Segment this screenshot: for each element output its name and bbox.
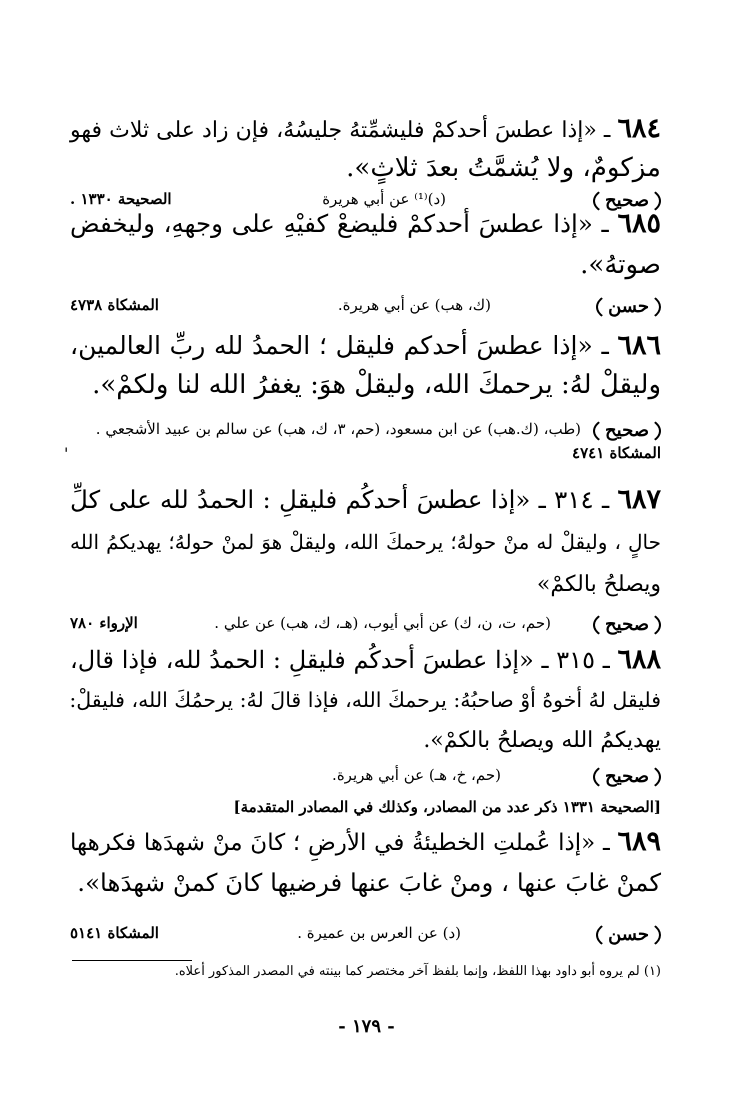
source-refs: (ك، هب) عن أبي هريرة.: [337, 296, 491, 314]
grade-badge: حسن: [596, 920, 661, 950]
footnote-rule: [72, 960, 192, 961]
hadith-686-line2: وليقلْ لهُ: يرحمكَ الله، وليقلْ هوَ: يغفرُ الله لنا ولكمْ».: [92, 370, 661, 400]
hadith-686-source: [70, 416, 661, 444]
hadith-684-text1: ـ «إذا عطسَ أحدكمْ فليشمِّتهُ جليسُهُ، فإن زاد على ثلاث فهو: [70, 118, 611, 143]
hadith-685-line2: صوتهُ».: [580, 250, 661, 280]
hadith-689-source: [70, 920, 661, 948]
hadith-686-text1: ـ «إذا عطسَ أحدكم فليقل ؛ الحمدُ لله ربِّ العالمين،: [70, 331, 609, 360]
grade-badge: صحيح: [593, 416, 661, 446]
hadith-685-line1: [70, 208, 661, 239]
hadith-689-text1: ـ «إذا عُملتِ الخطيئةُ في الأرضِ ؛ كانَ منْ شهدَها فكرهها: [70, 830, 610, 856]
hadith-687-source: [70, 610, 661, 638]
hadith-688-source: [70, 762, 661, 790]
hadith-689-number: ٦٨٩: [617, 826, 661, 857]
hadith-688-line1: [70, 644, 661, 675]
margin-mark: ': [64, 444, 69, 463]
hadith-688-text1: ـ ٣١٥ ـ «إذا عطسَ أحدكُم فليقلِ : الحمدُ لله، فإذا قال،: [70, 646, 610, 674]
source-refs: (د) عن العرس بن عميرة .: [297, 924, 461, 942]
footnote: (١) لم يروه أبو داود بهذا اللفظ، وإنما بلفظ آخر مختصر كما بينته في المصدر المذكور أعلاه.: [174, 964, 661, 979]
source-refs: (د)⁽¹⁾ عن أبي هريرة: [322, 190, 446, 208]
page-number: - ١٧٩ -: [338, 1016, 395, 1037]
source-note: المشكاة ٥١٤١: [70, 924, 159, 942]
source-refs: (طب، (ك.هب) عن ابن مسعود، (حم، ٣، ك، هب) عن سالم بن عبيد الأشجعي .: [95, 420, 581, 438]
hadith-689-line2: كمنْ غابَ عنها ، ومنْ غابَ عنها فرضيها كانَ كمنْ شهدَها».: [77, 868, 661, 897]
hadith-688-line3: يهديكمُ الله ويصلحُ بالكمْ».: [423, 728, 661, 753]
source-refs: (حم، خ، هـ) عن أبي هريرة.: [332, 766, 501, 784]
hadith-686-number: ٦٨٦: [617, 330, 661, 361]
hadith-689-line1: [70, 826, 661, 857]
source-note: الصحيحة ١٣٣٠ .: [70, 190, 172, 208]
hadith-685-text1: ـ «إذا عطسَ أحدكمْ فليضعْ كفيْهِ على وجههِ، وليخفض: [70, 209, 609, 238]
hadith-688-note: [الصحيحة ١٣٣١ ذكر عدد من المصادر، وكذلك في المصادر المتقدمة]: [233, 798, 661, 816]
hadith-684-line1: [70, 113, 661, 144]
source-refs: (حم، ت، ن، ك) عن أبي أيوب، (هـ، ك، هب) عن علي .: [214, 614, 551, 632]
hadith-687-line1: [70, 484, 661, 515]
grade-badge: صحيح: [593, 186, 661, 216]
hadith-687-line3: ويصلحُ بالكمْ»: [536, 572, 661, 597]
grade-badge: صحيح: [593, 610, 661, 640]
hadith-684-line2: مزكومٌ، ولا يُشمَّتُ بعدَ ثلاثٍ».: [346, 153, 661, 183]
hadith-687-number: ٦٨٧: [617, 484, 661, 515]
hadith-684-number: ٦٨٤: [617, 113, 662, 144]
hadith-685-number: ٦٨٥: [617, 208, 661, 239]
hadith-687-line2: حالٍ ، وليقلْ له منْ حولهُ؛ يرحمكَ الله، وليقلْ هوَ لمنْ حولهُ؛ يهديكمُ الله: [70, 530, 661, 554]
hadith-688-number: ٦٨٨: [617, 644, 661, 675]
hadith-686-line1: [70, 330, 661, 361]
hadith-687-text1: ـ ٣١٤ ـ «إذا عطسَ أحدكُم فليقلِ : الحمدُ لله على كلِّ: [70, 485, 610, 514]
grade-badge: صحيح: [593, 762, 661, 792]
source-note: المشكاة ٤٧٣٨: [70, 296, 159, 314]
hadith-688-line2: فليقل لهُ أخوهُ أوْ صاحبُهُ: يرحمكَ الله، فإذا قالَ لهُ: يرحمُكَ الله، فليقلْ:: [69, 688, 661, 712]
source-note: الإرواء ٧٨٠: [70, 614, 138, 632]
hadith-686-note: المشكاة ٤٧٤١: [572, 444, 661, 462]
grade-badge: حسن: [596, 292, 661, 322]
hadith-685-source: [70, 292, 661, 320]
